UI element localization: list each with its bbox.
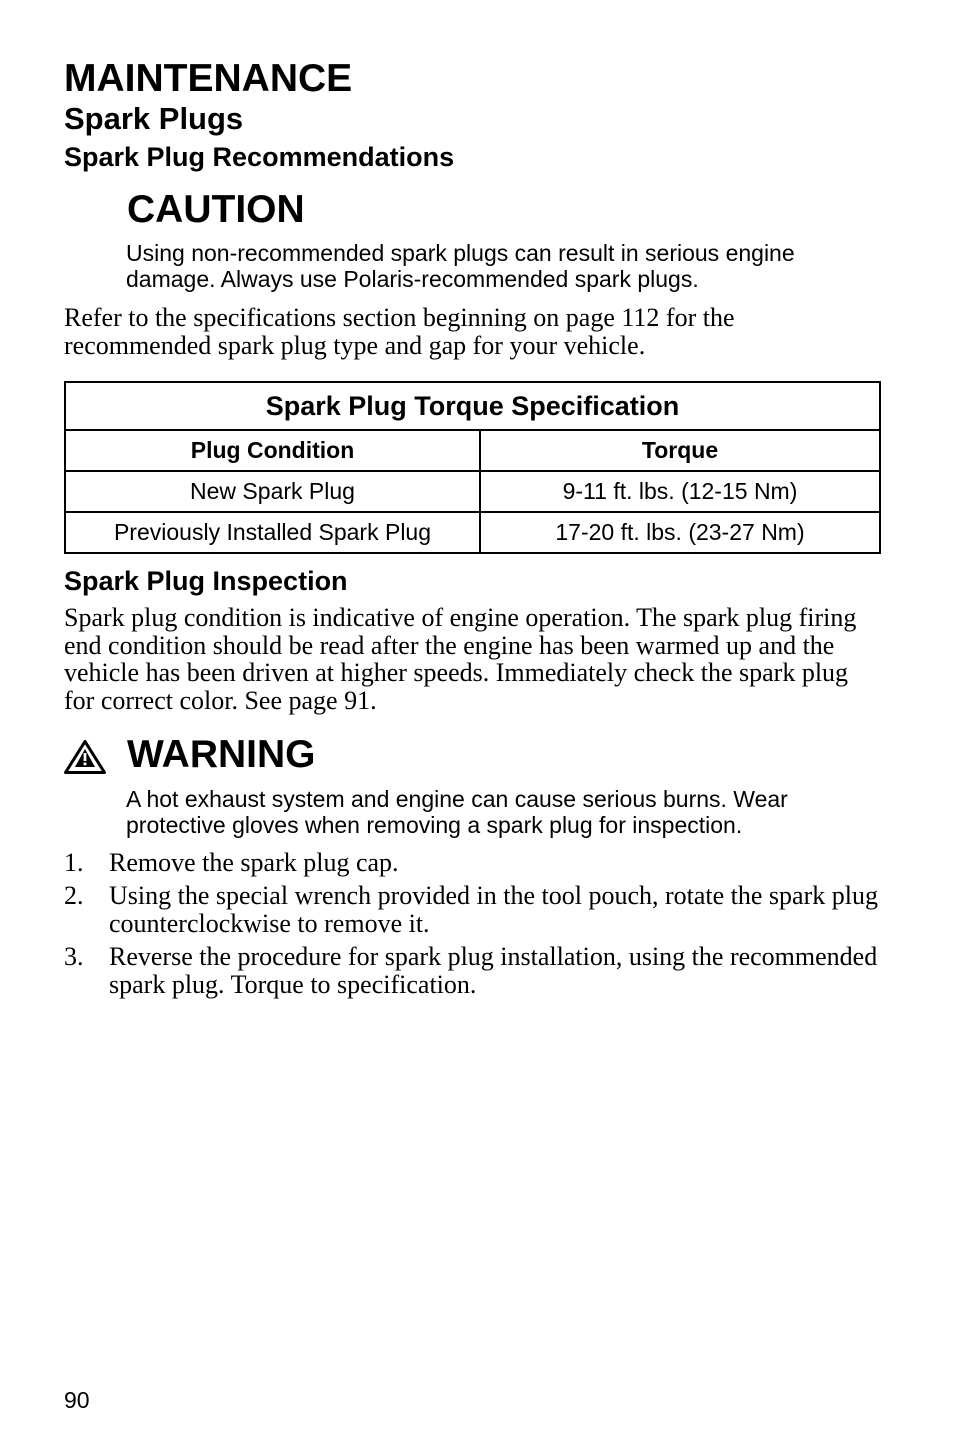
column-header-torque: Torque	[480, 430, 880, 471]
page-number: 90	[64, 1387, 90, 1413]
step-number: 1.	[64, 848, 84, 877]
list-item	[64, 882, 884, 937]
caution-title: CAUTION	[127, 188, 305, 231]
column-header-plug-condition: Plug Condition	[65, 430, 480, 471]
intro-paragraph: Refer to the specifications section beginning on page 112 for the recommended spark plug type and gap for your vehicle.	[64, 303, 735, 360]
table-row	[65, 512, 880, 553]
step-text: Using the special wrench provided in the tool pouch, rotate the spark plug counterclockwise to remove it.	[109, 881, 878, 938]
list-item	[64, 943, 884, 998]
subsection-title: Spark Plugs	[64, 101, 244, 136]
warning-text: A hot exhaust system and engine can cause serious burns. Wear protective gloves when removing a spark plug for inspection.	[126, 786, 788, 838]
table-row	[65, 471, 880, 512]
warning-title: WARNING	[127, 733, 316, 776]
section-title: MAINTENANCE	[64, 57, 353, 100]
table-cell-torque: 9-11 ft. lbs. (12-15 Nm)	[480, 471, 880, 512]
inspection-heading: Spark Plug Inspection	[64, 566, 348, 596]
table-title: Spark Plug Torque Specification	[65, 382, 880, 430]
inspection-paragraph: Spark plug condition is indicative of engine operation. The spark plug firing end condition should be read after the engine has been warmed up and the vehicle has been driven at higher speeds. Immediately check the spark plug for correct color. See page 91.	[64, 603, 857, 715]
step-number: 3.	[64, 942, 84, 971]
torque-spec-table	[64, 381, 881, 554]
warning-triangle-icon	[64, 740, 106, 774]
list-item	[64, 849, 884, 877]
table-cell-condition: New Spark Plug	[65, 471, 480, 512]
step-text: Reverse the procedure for spark plug installation, using the recommended spark plug. Torque to specification.	[109, 942, 878, 999]
table-cell-condition: Previously Installed Spark Plug	[65, 512, 480, 553]
topic-heading: Spark Plug Recommendations	[64, 142, 455, 172]
step-number: 2.	[64, 881, 84, 910]
caution-text: Using non-recommended spark plugs can result in serious engine damage. Always use Polaris-recommended spark plugs.	[126, 240, 795, 292]
table-cell-torque: 17-20 ft. lbs. (23-27 Nm)	[480, 512, 880, 553]
step-text: Remove the spark plug cap.	[109, 848, 399, 877]
